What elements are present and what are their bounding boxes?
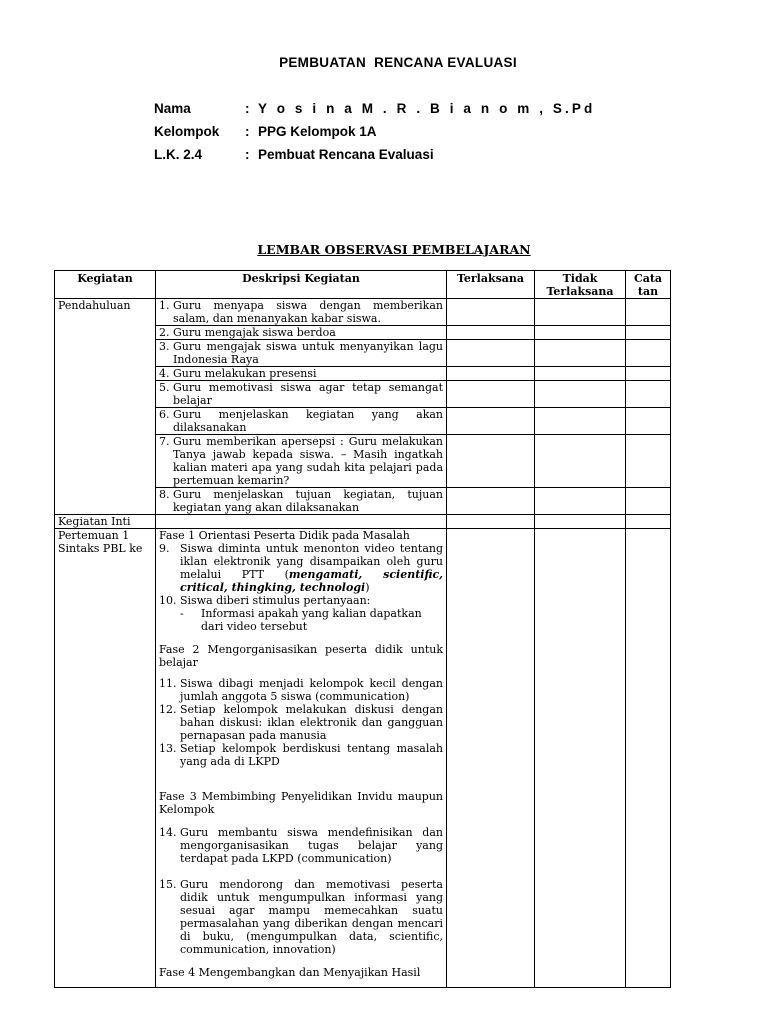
- catatan-cell[interactable]: [626, 326, 671, 340]
- activity-cell: 3. Guru mengajak siswa untuk menyanyikan lagu Indonesia Raya: [156, 340, 447, 367]
- cell-pendahuluan: Pendahuluan: [55, 299, 156, 515]
- sheet-title: LEMBAR OBSERVASI PEMBELAJARAN: [257, 242, 531, 257]
- check-terlaksana[interactable]: [447, 367, 535, 381]
- header-catatan: Cata tan: [626, 271, 671, 299]
- check-tidak-terlaksana[interactable]: [535, 340, 626, 367]
- header-deskripsi: Deskripsi Kegiatan: [156, 271, 447, 299]
- activity-cell: 8. Guru menjelaskan tujuan kegiatan, tujuan kegiatan yang akan dilaksanakan: [156, 488, 447, 515]
- catatan-cell[interactable]: [626, 340, 671, 367]
- check-terlaksana[interactable]: [447, 529, 535, 988]
- field-kelompok-value: PPG Kelompok 1A: [258, 124, 377, 139]
- activity-cell: 7. Guru memberikan apersepsi : Guru melakukan Tanya jawab kepada siswa. – Masih ingatkah kalian materi apa yang sudah kita pelajari pada pertemuan kemarin?: [156, 435, 447, 488]
- list-item: 11. Siswa dibagi menjadi kelompok kecil dengan jumlah anggota 5 siswa (communication): [159, 677, 443, 703]
- list-item: 15. Guru mendorong dan memotivasi peserta didik untuk mengumpulkan informasi yang sesuai agar mampu memecahkan suatu permasalahan yang diberikan dengan mencari di buku, (mengumpulkan data, scientific, communication, innovation): [159, 878, 443, 956]
- table-header-row: [55, 271, 671, 299]
- check-tidak-terlaksana[interactable]: [535, 326, 626, 340]
- list-item: 12. Setiap kelompok melakukan diskusi dengan bahan diskusi: iklan elektronik dan gangguan pernapasan pada manusia: [159, 703, 443, 742]
- field-kelompok-sep: :: [245, 124, 250, 139]
- catatan-cell[interactable]: [626, 515, 671, 529]
- field-kelompok-label: Kelompok: [154, 124, 220, 139]
- field-nama-sep: :: [245, 101, 250, 116]
- table-row: [55, 515, 671, 529]
- field-nama-label: Nama: [154, 101, 191, 116]
- table-row: [55, 529, 671, 988]
- check-tidak-terlaksana[interactable]: [535, 367, 626, 381]
- header-tidak-terlaksana: Tidak Terlaksana: [535, 271, 626, 299]
- list-item: 9. Siswa diminta untuk menonton video tentang iklan elektronik yang disampaikan oleh guru melalui PTT (mengamati, scientific, critical, thingking, technologi): [159, 542, 443, 594]
- check-tidak-terlaksana[interactable]: [535, 435, 626, 488]
- catatan-cell[interactable]: [626, 529, 671, 988]
- field-lk-label: L.K. 2.4: [154, 147, 203, 162]
- check-terlaksana[interactable]: [447, 408, 535, 435]
- sub-item: - Informasi apakah yang kalian dapatkan dari video tersebut: [180, 607, 422, 633]
- check-terlaksana[interactable]: [447, 340, 535, 367]
- check-terlaksana[interactable]: [447, 435, 535, 488]
- header-terlaksana: Terlaksana: [447, 271, 535, 299]
- header-kegiatan: Kegiatan: [55, 271, 156, 299]
- table-row: [55, 299, 671, 326]
- check-tidak-terlaksana[interactable]: [535, 529, 626, 988]
- field-nama-value: Y o s i n a M . R . B i a n o m , S.Pd: [258, 101, 596, 116]
- activity-cell: 5. Guru memotivasi siswa agar tetap semangat belajar: [156, 381, 447, 408]
- list-item: 10. Siswa diberi stimulus pertanyaan:: [159, 594, 371, 607]
- check-tidak-terlaksana[interactable]: [535, 299, 626, 326]
- catatan-cell[interactable]: [626, 299, 671, 326]
- catatan-cell[interactable]: [626, 381, 671, 408]
- activity-cell: [156, 529, 447, 988]
- check-tidak-terlaksana[interactable]: [535, 381, 626, 408]
- document-title: PEMBUATAN RENCANA EVALUASI: [279, 55, 517, 70]
- phase-3-heading: Fase 3 Membimbing Penyelidikan Invidu maupun Kelompok: [159, 790, 443, 816]
- catatan-cell[interactable]: [626, 408, 671, 435]
- catatan-cell[interactable]: [626, 367, 671, 381]
- activity-cell: 6. Guru menjelaskan kegiatan yang akan dilaksanakan: [156, 408, 447, 435]
- activity-cell: [156, 515, 447, 529]
- check-terlaksana[interactable]: [447, 488, 535, 515]
- check-tidak-terlaksana[interactable]: [535, 408, 626, 435]
- list-item: 13. Setiap kelompok berdiskusi tentang masalah yang ada di LKPD: [159, 742, 443, 768]
- check-tidak-terlaksana[interactable]: [535, 488, 626, 515]
- field-lk-value: Pembuat Rencana Evaluasi: [258, 147, 434, 162]
- activity-cell: 1. Guru menyapa siswa dengan memberikan salam, dan menanyakan kabar siswa.: [156, 299, 447, 326]
- catatan-cell[interactable]: [626, 435, 671, 488]
- phase-4-heading: Fase 4 Mengembangkan dan Menyajikan Hasil: [159, 966, 421, 979]
- catatan-cell[interactable]: [626, 488, 671, 515]
- phase-1-heading: Fase 1 Orientasi Peserta Didik pada Masalah: [159, 529, 410, 542]
- check-terlaksana[interactable]: [447, 299, 535, 326]
- activity-cell: 4. Guru melakukan presensi: [156, 367, 447, 381]
- list-item: 14. Guru membantu siswa mendefinisikan dan mengorganisasikan tugas belajar yang terdapat pada LKPD (communication): [159, 826, 443, 865]
- activity-cell: 2. Guru mengajak siswa berdoa: [156, 326, 447, 340]
- phase-2-heading: Fase 2 Mengorganisasikan peserta didik untuk belajar: [159, 643, 443, 669]
- check-terlaksana[interactable]: [447, 326, 535, 340]
- check-terlaksana[interactable]: [447, 381, 535, 408]
- check-tidak-terlaksana[interactable]: [535, 515, 626, 529]
- field-lk-sep: :: [245, 147, 250, 162]
- cell-kegiatan-inti: Kegiatan Inti: [55, 515, 156, 529]
- cell-pertemuan: Pertemuan 1 Sintaks PBL ke: [55, 529, 156, 988]
- check-terlaksana[interactable]: [447, 515, 535, 529]
- observation-table: [54, 270, 671, 988]
